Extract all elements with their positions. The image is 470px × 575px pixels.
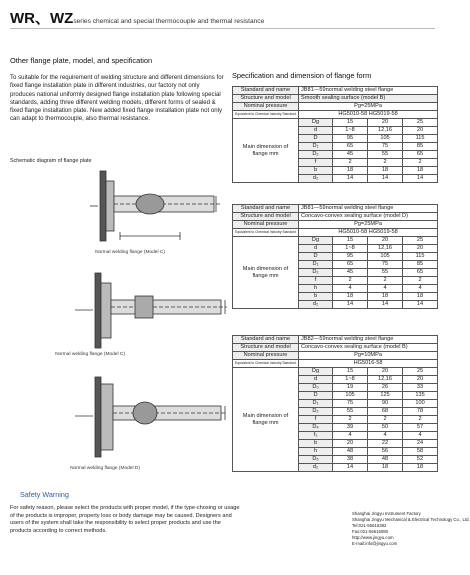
dimension-value: 20 xyxy=(368,119,403,127)
contact-block xyxy=(352,511,470,548)
dimension-value: 12,16 xyxy=(368,376,403,384)
dimension-value: 52 xyxy=(403,456,438,464)
dimension-value: 100 xyxy=(403,400,438,408)
pressure-value: Pg=25MPa xyxy=(299,103,438,111)
dimension-symbol: D xyxy=(299,392,333,400)
equiv-value: HG5016-58 xyxy=(299,360,438,368)
dimension-value: 50 xyxy=(368,424,403,432)
figure-3-label: Normal welding flange (Model D) xyxy=(70,466,140,471)
dimension-value: 1~8 xyxy=(333,245,368,253)
table-row xyxy=(233,344,438,352)
dimension-value: 1~8 xyxy=(333,127,368,135)
flange-model-d-diagram-icon xyxy=(35,372,235,467)
contact-line: Fax:021-56616080 xyxy=(352,529,389,535)
dimension-value: 18 xyxy=(403,293,438,301)
dimension-symbol: b xyxy=(299,167,333,175)
dimension-value: 57 xyxy=(403,424,438,432)
pressure-label: Nominal pressure xyxy=(233,352,299,360)
standard-value: JB81—59normal welding steel flange xyxy=(299,87,438,95)
dimension-value: 39 xyxy=(333,424,368,432)
dimension-value: 58 xyxy=(403,448,438,456)
dimension-symbol: d₂ xyxy=(299,464,333,472)
table-row xyxy=(233,229,438,237)
dimension-value: 2 xyxy=(403,159,438,167)
dimension-value: 105 xyxy=(368,253,403,261)
dimension-symbol: f xyxy=(299,277,333,285)
dimension-value: 135 xyxy=(403,392,438,400)
dimension-value: 26 xyxy=(368,384,403,392)
dimension-symbol: h xyxy=(299,448,333,456)
dimension-symbol: Dg xyxy=(299,368,333,376)
dimension-value: 4 xyxy=(403,285,438,293)
left-section-title: Other flange plate, model, and specification xyxy=(10,56,153,65)
dimension-value: 2 xyxy=(368,159,403,167)
dimension-group-label: Main dimension of flange mm xyxy=(233,237,299,309)
dimension-value: 18 xyxy=(333,293,368,301)
dimension-value: 15 xyxy=(333,237,368,245)
dimension-value: 105 xyxy=(368,135,403,143)
figure-2-label: Normal welding flange (Model C) xyxy=(55,352,125,357)
dimension-symbol: b xyxy=(299,293,333,301)
dimension-value: 56 xyxy=(368,448,403,456)
dimension-value: 85 xyxy=(403,261,438,269)
safety-warning-text: For safety reason, please select the products with proper model, if the type-chosing or usage of the products is improper, property loss or body damage may be caused. Designers and users of the system shall take the responsibility to select proper products and use the products according to correct methods. xyxy=(10,505,240,535)
dimension-value: 19 xyxy=(333,384,368,392)
dimension-value: 14 xyxy=(333,175,368,183)
structure-value: Concavo-convex sealing surface (model B) xyxy=(299,344,438,352)
dimension-value: 4 xyxy=(403,432,438,440)
dimension-value: 22 xyxy=(368,440,403,448)
dimension-symbol: D₀ xyxy=(299,384,333,392)
contact-line: E-mail:info@jingyu.com xyxy=(352,541,398,547)
equiv-value: HG5010-58 HG5019-58 xyxy=(299,229,438,237)
dimension-value: 14 xyxy=(368,175,403,183)
flange-model-c-diagram-2-icon xyxy=(35,268,235,358)
dimension-symbol: d xyxy=(299,376,333,384)
dimension-value: 105 xyxy=(333,392,368,400)
dimension-symbol: f₁ xyxy=(299,432,333,440)
dimension-symbol: D₁ xyxy=(299,143,333,151)
dimension-value: 90 xyxy=(368,400,403,408)
contact-line: Tel:021-56616382 xyxy=(352,523,387,529)
dimension-value: 78 xyxy=(403,408,438,416)
dimension-value: 55 xyxy=(368,151,403,159)
equiv-label: Equivalent to Chemical Industry Standard xyxy=(233,111,299,119)
dimension-group-label: Main dimension of flange mm xyxy=(233,119,299,183)
dimension-value: 2 xyxy=(368,277,403,285)
dimension-symbol: d₂ xyxy=(299,301,333,309)
dimension-value: 15 xyxy=(333,368,368,376)
flange-table-1 xyxy=(232,86,438,183)
flange-table-2 xyxy=(232,204,438,309)
dimension-value: 20 xyxy=(403,376,438,384)
dimension-value: 65 xyxy=(333,261,368,269)
dimension-value: 125 xyxy=(368,392,403,400)
contact-line: Shanghai Jingyu Mechanical & Electrical Technology Co., Ltd. xyxy=(352,517,470,523)
flange-model-c-diagram-1-icon xyxy=(30,166,240,256)
dimension-value: 24 xyxy=(403,440,438,448)
dimension-value: 95 xyxy=(333,253,368,261)
dimension-value: 4 xyxy=(368,285,403,293)
dimension-value: 65 xyxy=(403,151,438,159)
dimension-value: 25 xyxy=(403,119,438,127)
dimension-value: 25 xyxy=(403,368,438,376)
dimension-symbol: b xyxy=(299,440,333,448)
dimension-value: 14 xyxy=(333,464,368,472)
dimension-value: 75 xyxy=(368,143,403,151)
table-row xyxy=(233,368,438,376)
dimension-value: 95 xyxy=(333,135,368,143)
pressure-value: Pg=10MPa xyxy=(299,352,438,360)
dimension-value: 14 xyxy=(333,301,368,309)
structure-label: Structure and model xyxy=(233,95,299,103)
figure-1-label: Normal welding flange (Model C) xyxy=(95,250,165,255)
dimension-symbol: D₂ xyxy=(299,408,333,416)
dimension-value: 2 xyxy=(333,159,368,167)
dimension-value: 75 xyxy=(368,261,403,269)
table-row xyxy=(233,213,438,221)
dimension-value: 45 xyxy=(333,269,368,277)
dimension-value: 20 xyxy=(333,440,368,448)
page-title: series chemical and special thermocouple and thermal resistance xyxy=(73,18,265,25)
dimension-value: 75 xyxy=(333,400,368,408)
dimension-symbol: f xyxy=(299,159,333,167)
pressure-label: Nominal pressure xyxy=(233,221,299,229)
header-divider xyxy=(10,28,435,29)
dimension-value: 55 xyxy=(333,408,368,416)
dimension-value: 2 xyxy=(403,416,438,424)
dimension-value: 14 xyxy=(368,301,403,309)
table-row xyxy=(233,205,438,213)
dimension-symbol: D₁ xyxy=(299,261,333,269)
dimension-value: 18 xyxy=(403,464,438,472)
dimension-value: 20 xyxy=(403,245,438,253)
dimension-value: 48 xyxy=(333,448,368,456)
table-row xyxy=(233,119,438,127)
pressure-value: Pg=25MPa xyxy=(299,221,438,229)
dimension-symbol: D₂ xyxy=(299,269,333,277)
dimension-value: 65 xyxy=(403,269,438,277)
dimension-value: 2 xyxy=(403,277,438,285)
equiv-value: HG5010-58 HG5019-58 xyxy=(299,111,438,119)
structure-value: Concavo-convex sealing surface (model D) xyxy=(299,213,438,221)
equiv-label: Equivalent to Chemical Industry Standard xyxy=(233,229,299,237)
dimension-value: 115 xyxy=(403,135,438,143)
standard-label: Standard and name xyxy=(233,336,299,344)
dimension-value: 65 xyxy=(333,143,368,151)
table-row xyxy=(233,237,438,245)
dimension-value: 4 xyxy=(333,285,368,293)
standard-value: JB82—59normal welding steel flange xyxy=(299,336,438,344)
dimension-value: 55 xyxy=(368,269,403,277)
safety-warning-title: Safety Warning xyxy=(20,490,69,499)
standard-label: Standard and name xyxy=(233,87,299,95)
dimension-symbol: h xyxy=(299,285,333,293)
structure-label: Structure and model xyxy=(233,213,299,221)
standard-value: JB81—59normal welding steel flange xyxy=(299,205,438,213)
structure-value: Smooth sealing surface (model B) xyxy=(299,95,438,103)
dimension-value: 85 xyxy=(403,143,438,151)
dimension-symbol: D₅ xyxy=(299,456,333,464)
table-row xyxy=(233,103,438,111)
dimension-symbol: D xyxy=(299,135,333,143)
table-row xyxy=(233,336,438,344)
dimension-value: 68 xyxy=(368,408,403,416)
dimension-value: 48 xyxy=(368,456,403,464)
dimension-value: 18 xyxy=(368,293,403,301)
dimension-value: 1~8 xyxy=(333,376,368,384)
dimension-value: 18 xyxy=(368,464,403,472)
flange-table-3 xyxy=(232,335,438,472)
dimension-symbol: D₁ xyxy=(299,400,333,408)
dimension-value: 2 xyxy=(333,416,368,424)
dimension-symbol: d xyxy=(299,245,333,253)
pressure-label: Nominal pressure xyxy=(233,103,299,111)
dimension-value: 20 xyxy=(403,127,438,135)
dimension-value: 18 xyxy=(403,167,438,175)
dimension-value: 15 xyxy=(333,119,368,127)
equiv-label: Equivalent to Chemical Industry Standard xyxy=(233,360,299,368)
table-row xyxy=(233,360,438,368)
dimension-value: 18 xyxy=(333,167,368,175)
right-section-title: Specification and dimension of flange form xyxy=(232,71,372,80)
dimension-group-label: Main dimension of flange mm xyxy=(233,368,299,472)
table-row xyxy=(233,95,438,103)
intro-paragraph: To suitable for the requirement of welding structure and different dimensions for fixed flange installation plate in different industries, our factory not only produces national uniformly designed flange installation plate following special standards, adding three different welding models, different forms of sealed & fixed flange installation plate. New added fixed flange installation plate not only can adapt to thermocouple, also thermal resistance. xyxy=(10,74,224,123)
dimension-symbol: Dg xyxy=(299,119,333,127)
page-header xyxy=(10,7,264,28)
table-row xyxy=(233,87,438,95)
dimension-symbol: d₂ xyxy=(299,175,333,183)
dimension-value: 2 xyxy=(333,277,368,285)
contact-line: http://www.jingyu.com xyxy=(352,535,394,541)
contact-line: Shanghai Jingyu Instrument Factory xyxy=(352,511,421,516)
dimension-value: 14 xyxy=(403,301,438,309)
dimension-symbol: D₄ xyxy=(299,424,333,432)
dimension-symbol: D xyxy=(299,253,333,261)
dimension-value: 2 xyxy=(368,416,403,424)
dimension-symbol: Dg xyxy=(299,237,333,245)
table-row xyxy=(233,221,438,229)
dimension-symbol: D₂ xyxy=(299,151,333,159)
dimension-value: 115 xyxy=(403,253,438,261)
dimension-value: 4 xyxy=(333,432,368,440)
table-row xyxy=(233,352,438,360)
dimension-value: 4 xyxy=(368,432,403,440)
dimension-value: 33 xyxy=(403,384,438,392)
table-row xyxy=(233,111,438,119)
dimension-value: 12,16 xyxy=(368,245,403,253)
page-title-model: WR、WZ xyxy=(10,10,74,27)
structure-label: Structure and model xyxy=(233,344,299,352)
dimension-value: 12,16 xyxy=(368,127,403,135)
dimension-value: 25 xyxy=(403,237,438,245)
dimension-value: 20 xyxy=(368,237,403,245)
dimension-value: 20 xyxy=(368,368,403,376)
dimension-value: 14 xyxy=(403,175,438,183)
dimension-value: 38 xyxy=(333,456,368,464)
diagram-caption: Schematic diagram of flange plate xyxy=(10,158,92,164)
dimension-symbol: f xyxy=(299,416,333,424)
dimension-symbol: d xyxy=(299,127,333,135)
dimension-value: 45 xyxy=(333,151,368,159)
dimension-value: 18 xyxy=(368,167,403,175)
standard-label: Standard and name xyxy=(233,205,299,213)
